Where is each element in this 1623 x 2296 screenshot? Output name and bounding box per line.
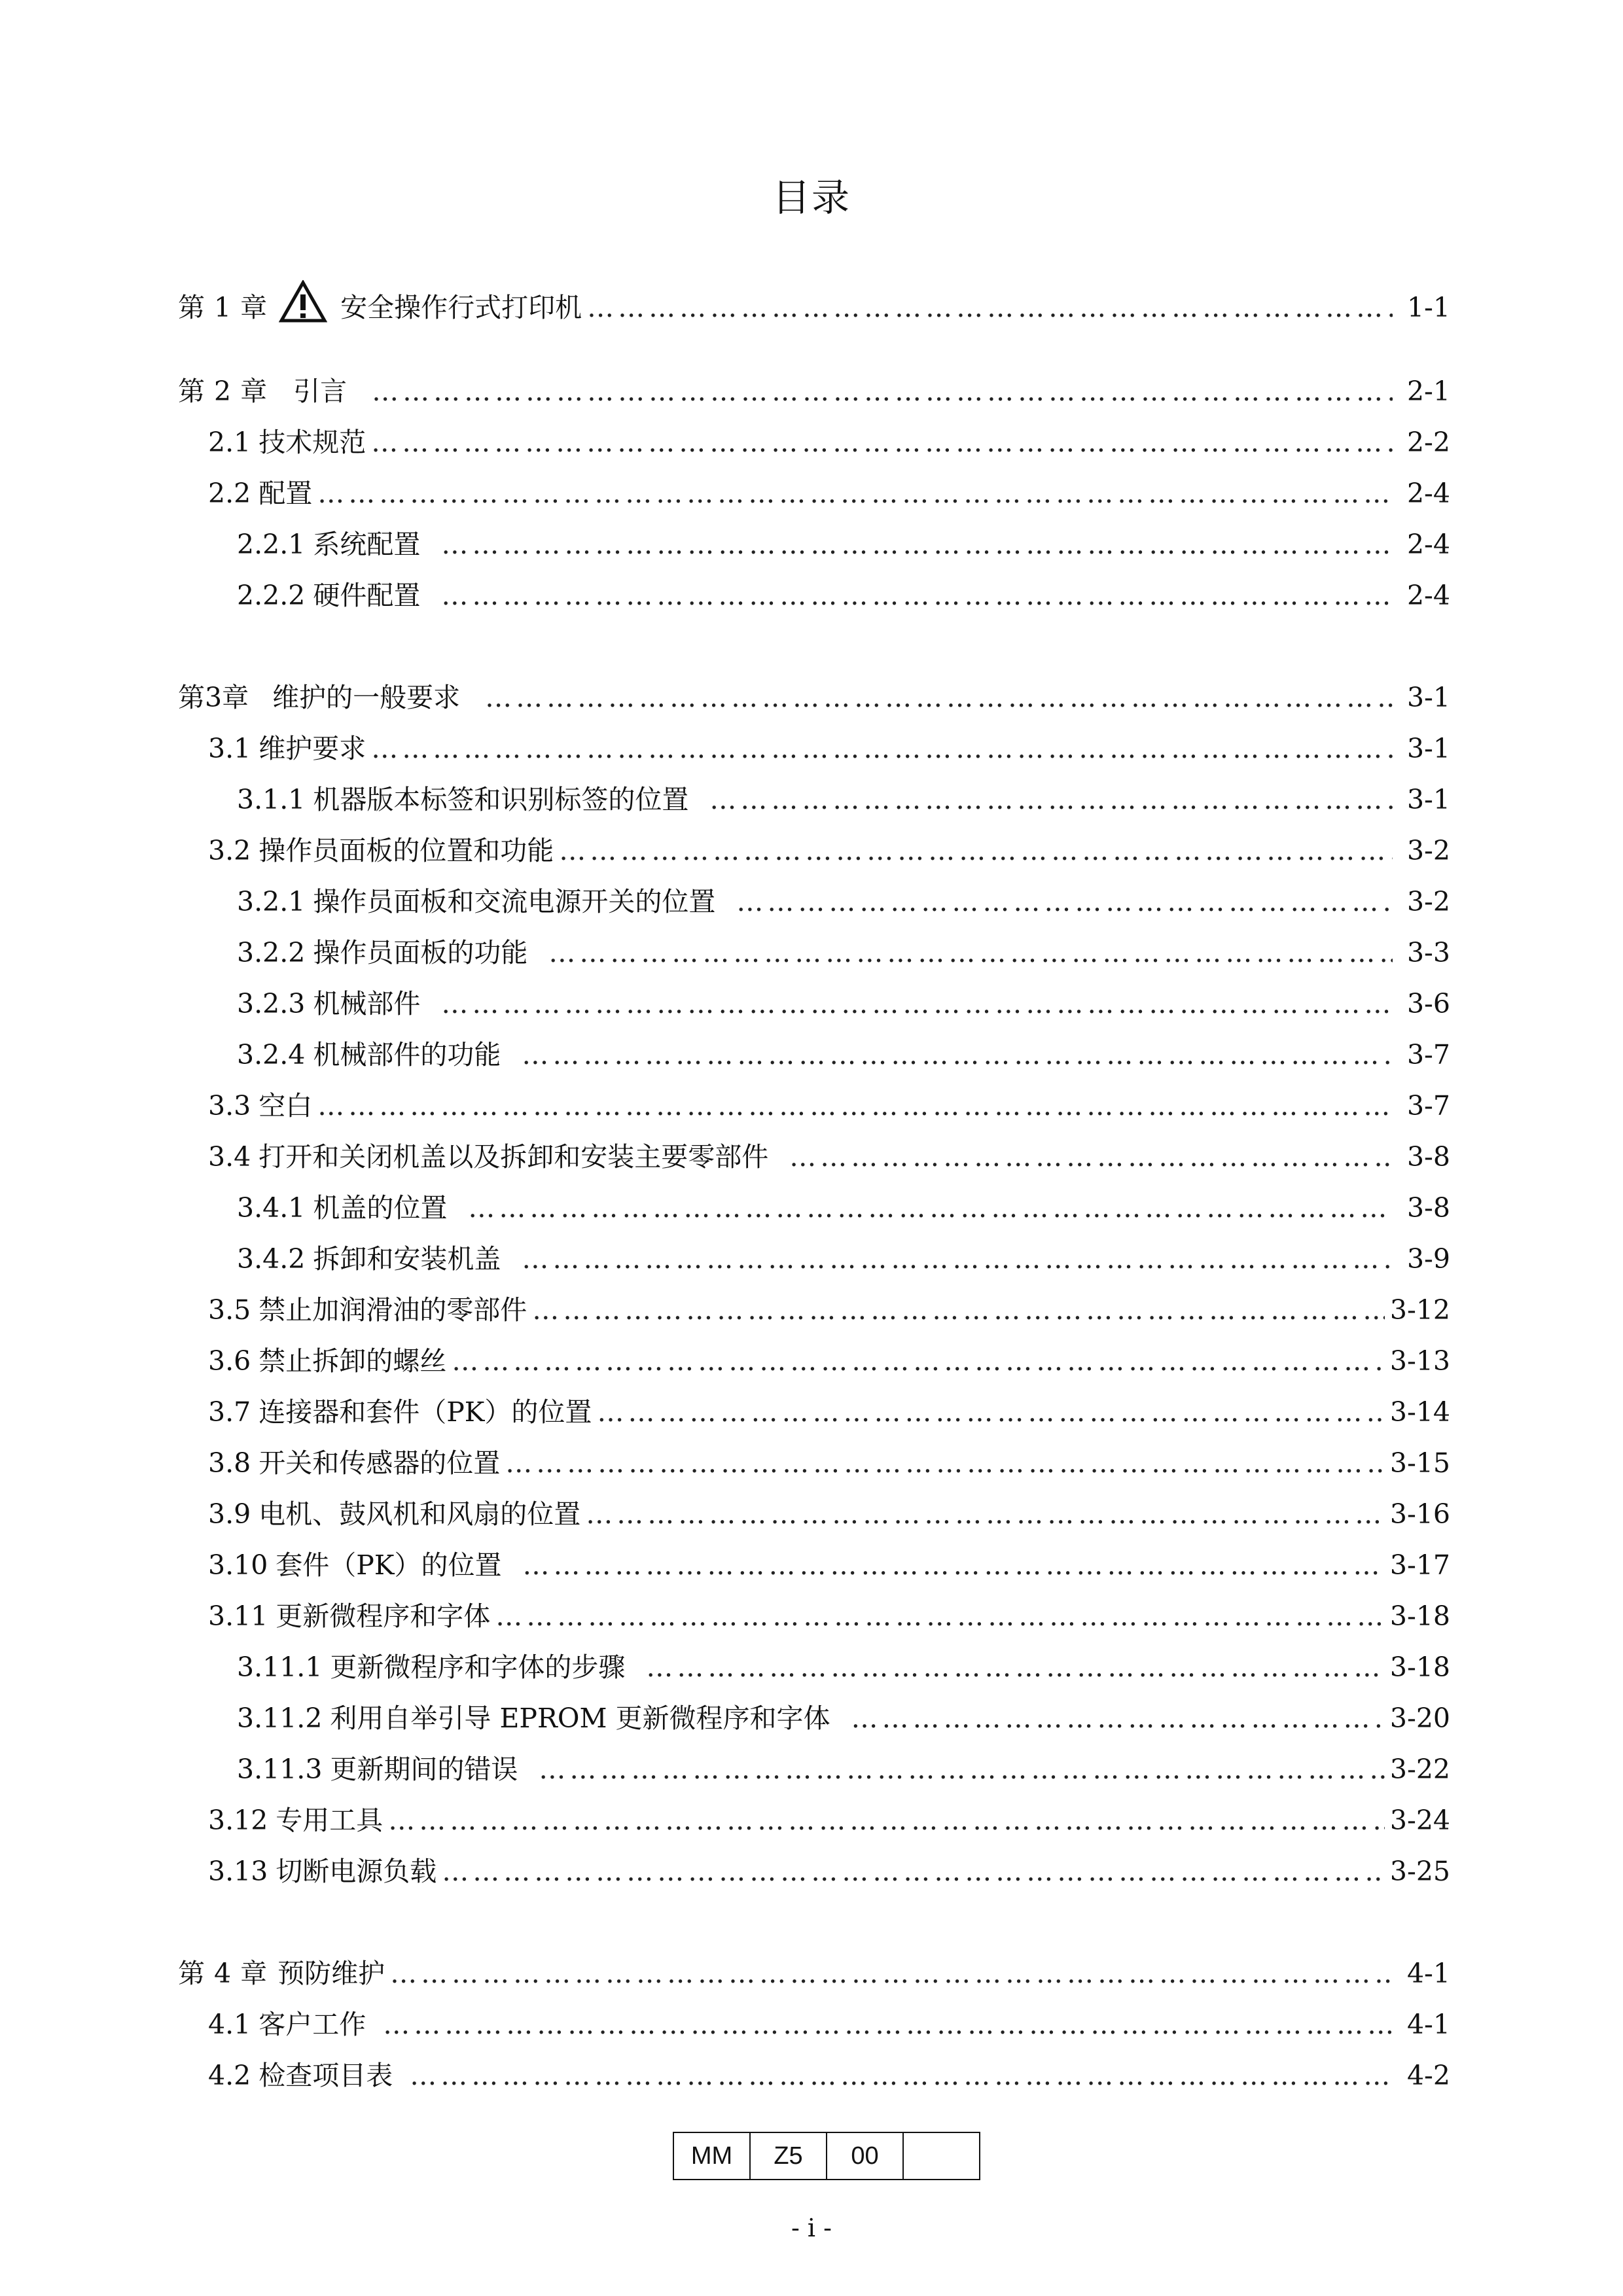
toc-entry[interactable] <box>208 1394 1450 1430</box>
toc-entry[interactable] <box>237 1649 1450 1686</box>
toc-page-number: 3-22 <box>1389 1754 1450 1785</box>
toc-section-title: 操作员面板的功能 <box>313 937 528 968</box>
toc-entry[interactable] <box>208 1343 1450 1379</box>
toc-entry[interactable] <box>208 2057 1450 2094</box>
toc-section-title: 拆卸和安装机盖 <box>313 1243 501 1275</box>
toc-section-number: 3.6 <box>208 1345 251 1377</box>
toc-section-number: 3.3 <box>208 1090 251 1122</box>
dot-leader <box>532 1292 1385 1328</box>
toc-entry[interactable] <box>208 730 1450 767</box>
dot-leader <box>383 2006 1393 2043</box>
toc-section-number: 3.9 <box>208 1498 251 1530</box>
toc-page-number: 2-4 <box>1406 529 1450 560</box>
toc-section-number: 3.4 <box>208 1141 251 1173</box>
toc-page-number: 3-18 <box>1389 1600 1450 1632</box>
toc-section-number: 3.11 <box>208 1600 268 1632</box>
toc-section-number: 4.2 <box>208 2060 251 2091</box>
dot-leader <box>709 781 1393 818</box>
warning-triangle-icon <box>279 280 327 323</box>
doc-code-cell: MM <box>674 2133 751 2179</box>
toc-page-number: 1-1 <box>1406 292 1450 323</box>
toc-page-number: 3-7 <box>1406 1039 1450 1070</box>
toc-section-number: 3.1 <box>208 733 251 764</box>
toc-section-title: 禁止加润滑油的零部件 <box>259 1294 527 1326</box>
toc-entry[interactable] <box>208 1853 1450 1890</box>
toc-entry[interactable] <box>208 1547 1450 1583</box>
dot-leader <box>317 475 1393 512</box>
toc-page-number: 3-24 <box>1389 1805 1450 1836</box>
toc-entry[interactable] <box>208 1598 1450 1634</box>
toc-entry[interactable] <box>237 577 1450 614</box>
toc-chapter-title: 预防维护 <box>277 1958 385 1989</box>
toc-section-title: 机械部件 <box>313 988 421 1019</box>
toc-section-title: 更新微程序和字体的步骤 <box>330 1651 626 1683</box>
toc-section-number: 2.2 <box>208 478 251 509</box>
toc-entry[interactable] <box>237 781 1450 818</box>
dot-leader <box>452 1343 1385 1379</box>
toc-page-number: 3-15 <box>1389 1447 1450 1479</box>
toc-page-number: 4-1 <box>1406 1958 1450 1989</box>
toc-section-title: 专用工具 <box>276 1805 383 1836</box>
toc-page-number: 3-2 <box>1406 886 1450 917</box>
chapter-suffix: 章 <box>240 376 268 407</box>
chapter-number: 2 <box>214 376 232 407</box>
toc-page-number: 3-8 <box>1406 1192 1450 1224</box>
toc-section-title: 禁止拆卸的螺丝 <box>259 1345 447 1377</box>
toc-entry[interactable] <box>208 1496 1450 1532</box>
toc-chapter-title: 引言 <box>293 376 348 407</box>
toc-section-number: 3.11.1 <box>237 1651 323 1683</box>
toc-page-number: 3-12 <box>1389 1294 1450 1326</box>
toc-chapter-3[interactable] <box>178 679 1450 716</box>
toc-section-number: 2.2.1 <box>237 529 306 560</box>
toc-page-number: 2-1 <box>1406 376 1450 407</box>
toc-page-number: 3-16 <box>1389 1498 1450 1530</box>
chapter-prefix: 第 <box>178 376 205 407</box>
toc-page-number: 3-1 <box>1406 733 1450 764</box>
dot-leader <box>441 985 1393 1022</box>
toc-section-number: 3.2.1 <box>237 886 306 917</box>
chapter-number: 4 <box>214 1958 232 1989</box>
toc-section-title: 更新期间的错误 <box>330 1754 518 1785</box>
toc-section-number: 3.2.2 <box>237 937 306 968</box>
toc-section-number: 3.7 <box>208 1396 251 1428</box>
dot-leader <box>441 526 1393 563</box>
dot-leader <box>442 1853 1385 1890</box>
toc-chapter-title: 维护的一般要求 <box>272 682 461 713</box>
toc-section-title: 机械部件的功能 <box>313 1039 501 1070</box>
dot-leader <box>372 373 1393 410</box>
toc-page-number: 4-2 <box>1406 2060 1450 2091</box>
toc-section-title: 机盖的位置 <box>313 1192 448 1224</box>
dot-leader <box>468 1190 1393 1226</box>
dot-leader <box>851 1700 1384 1737</box>
document-code-box <box>673 2132 980 2180</box>
toc-chapter-1[interactable] <box>178 274 1450 323</box>
toc-section-title: 打开和关闭机盖以及拆卸和安装主要零部件 <box>259 1141 769 1173</box>
toc-chapter-2[interactable] <box>178 373 1450 410</box>
toc-section-title: 维护要求 <box>259 733 366 764</box>
toc-page-number: 2-2 <box>1406 427 1450 458</box>
toc-section-number: 3.2.3 <box>237 988 306 1019</box>
toc-page-number: 3-6 <box>1406 988 1450 1019</box>
dot-leader <box>505 1445 1385 1481</box>
chapter-label: 第3章 <box>178 682 249 713</box>
toc-section-title: 机器版本标签和识别标签的位置 <box>313 784 689 815</box>
toc-section-number: 3.1.1 <box>237 784 306 815</box>
toc-section-number: 3.4.2 <box>237 1243 306 1275</box>
toc-page-number: 3-20 <box>1389 1703 1450 1734</box>
toc-page-number: 3-7 <box>1406 1090 1450 1122</box>
chapter-number: 1 <box>214 292 232 323</box>
toc-page-number: 2-4 <box>1406 478 1450 509</box>
toc-page-number: 3-18 <box>1389 1651 1450 1683</box>
toc-page-number: 3-2 <box>1406 835 1450 866</box>
toc-section-number: 3.5 <box>208 1294 251 1326</box>
toc-section-number: 3.13 <box>208 1856 268 1887</box>
toc-section-number: 3.12 <box>208 1805 268 1836</box>
dot-leader <box>586 1496 1385 1532</box>
toc-section-title: 开关和传感器的位置 <box>259 1447 501 1479</box>
toc-section-number: 2.2.2 <box>237 580 306 611</box>
toc-section-title: 配置 <box>259 478 313 509</box>
footer-page-number: - i - <box>791 2214 832 2242</box>
toc-section-title: 客户工作 <box>259 2009 366 2040</box>
toc-entry[interactable] <box>208 2006 1450 2043</box>
dot-leader <box>388 1802 1385 1839</box>
chapter-prefix: 第 <box>178 292 205 323</box>
toc-entry[interactable] <box>208 475 1450 512</box>
dot-leader <box>587 289 1393 326</box>
dot-leader <box>371 424 1393 461</box>
toc-entry[interactable] <box>237 883 1450 920</box>
dot-leader <box>371 730 1393 767</box>
toc-page-number: 3-1 <box>1406 784 1450 815</box>
toc-section-title: 技术规范 <box>259 427 366 458</box>
toc-entry[interactable] <box>237 1190 1450 1226</box>
toc-section-title: 硬件配置 <box>313 580 421 611</box>
doc-code-cell <box>904 2133 979 2179</box>
toc-section-title: 操作员面板的位置和功能 <box>259 835 554 866</box>
toc-entry[interactable] <box>208 832 1450 869</box>
toc-entry[interactable] <box>208 1445 1450 1481</box>
toc-page-number: 3-25 <box>1389 1856 1450 1887</box>
dot-leader <box>522 1241 1393 1277</box>
toc-section-title: 更新微程序和字体 <box>276 1600 491 1632</box>
toc-entry[interactable] <box>237 934 1450 971</box>
toc-entry[interactable] <box>237 1241 1450 1277</box>
dot-leader <box>646 1649 1384 1686</box>
toc-section-number: 3.11.3 <box>237 1754 323 1785</box>
dot-leader <box>441 577 1393 614</box>
doc-code-cell: Z5 <box>751 2133 827 2179</box>
dot-leader <box>390 1955 1393 1992</box>
dot-leader <box>523 1547 1385 1583</box>
dot-leader <box>410 2057 1393 2094</box>
toc-section-title: 操作员面板和交流电源开关的位置 <box>313 886 716 917</box>
toc-section-number: 4.1 <box>208 2009 251 2040</box>
chapter-suffix: 章 <box>240 292 268 323</box>
toc-page-number: 4-1 <box>1406 2009 1450 2040</box>
toc-entry[interactable] <box>237 985 1450 1022</box>
toc-section-title: 连接器和套件（PK）的位置 <box>259 1396 592 1428</box>
toc-section-number: 3.2.4 <box>237 1039 306 1070</box>
toc-page-number: 3-14 <box>1389 1396 1450 1428</box>
dot-leader <box>539 1751 1384 1788</box>
toc-page-number: 3-3 <box>1406 937 1450 968</box>
toc-section-title: 系统配置 <box>313 529 421 560</box>
toc-page-number: 3-8 <box>1406 1141 1450 1173</box>
toc-entry[interactable] <box>208 424 1450 461</box>
toc-section-number: 3.10 <box>208 1549 268 1581</box>
toc-chapter-title: 安全操作行式打印机 <box>340 292 582 323</box>
toc-entry[interactable] <box>208 1802 1450 1839</box>
toc-page-number: 2-4 <box>1406 580 1450 611</box>
toc-entry[interactable] <box>208 1139 1450 1175</box>
dot-leader <box>559 832 1393 869</box>
toc-section-number: 3.8 <box>208 1447 251 1479</box>
toc-page-number: 3-9 <box>1406 1243 1450 1275</box>
toc-page-number: 3-1 <box>1406 682 1450 713</box>
toc-page-number: 3-13 <box>1389 1345 1450 1377</box>
toc-section-number: 3.2 <box>208 835 251 866</box>
dot-leader <box>736 883 1393 920</box>
toc-section-number: 2.1 <box>208 427 251 458</box>
toc-section-title: 检查项目表 <box>259 2060 393 2091</box>
toc-section-number: 3.11.2 <box>237 1703 323 1734</box>
dot-leader <box>495 1598 1385 1634</box>
chapter-suffix: 章 <box>240 1958 268 1989</box>
toc-section-number: 3.4.1 <box>237 1192 306 1224</box>
toc-entry[interactable] <box>237 526 1450 563</box>
dot-leader <box>597 1394 1384 1430</box>
toc-entry[interactable] <box>208 1087 1450 1124</box>
toc-section-title: 利用自举引导 EPROM 更新微程序和字体 <box>330 1703 830 1734</box>
toc-entry[interactable] <box>208 1292 1450 1328</box>
dot-leader <box>522 1036 1393 1073</box>
dot-leader <box>317 1087 1393 1124</box>
toc-section-title: 电机、鼓风机和风扇的位置 <box>259 1498 581 1530</box>
toc-chapter-4[interactable] <box>178 1955 1450 1992</box>
dot-leader <box>485 679 1393 716</box>
dot-leader <box>789 1139 1393 1175</box>
toc-section-title: 套件（PK）的位置 <box>276 1549 502 1581</box>
toc-section-title: 切断电源负载 <box>276 1856 437 1887</box>
dot-leader <box>548 934 1393 971</box>
chapter-prefix: 第 <box>178 1958 205 1989</box>
page-title: 目录 <box>772 175 851 220</box>
toc-entry[interactable] <box>237 1036 1450 1073</box>
toc-page-number: 3-17 <box>1389 1549 1450 1581</box>
toc-entry[interactable] <box>237 1700 1450 1737</box>
doc-code-cell: 00 <box>827 2133 904 2179</box>
toc-section-title: 空白 <box>259 1090 313 1122</box>
toc-entry[interactable] <box>237 1751 1450 1788</box>
